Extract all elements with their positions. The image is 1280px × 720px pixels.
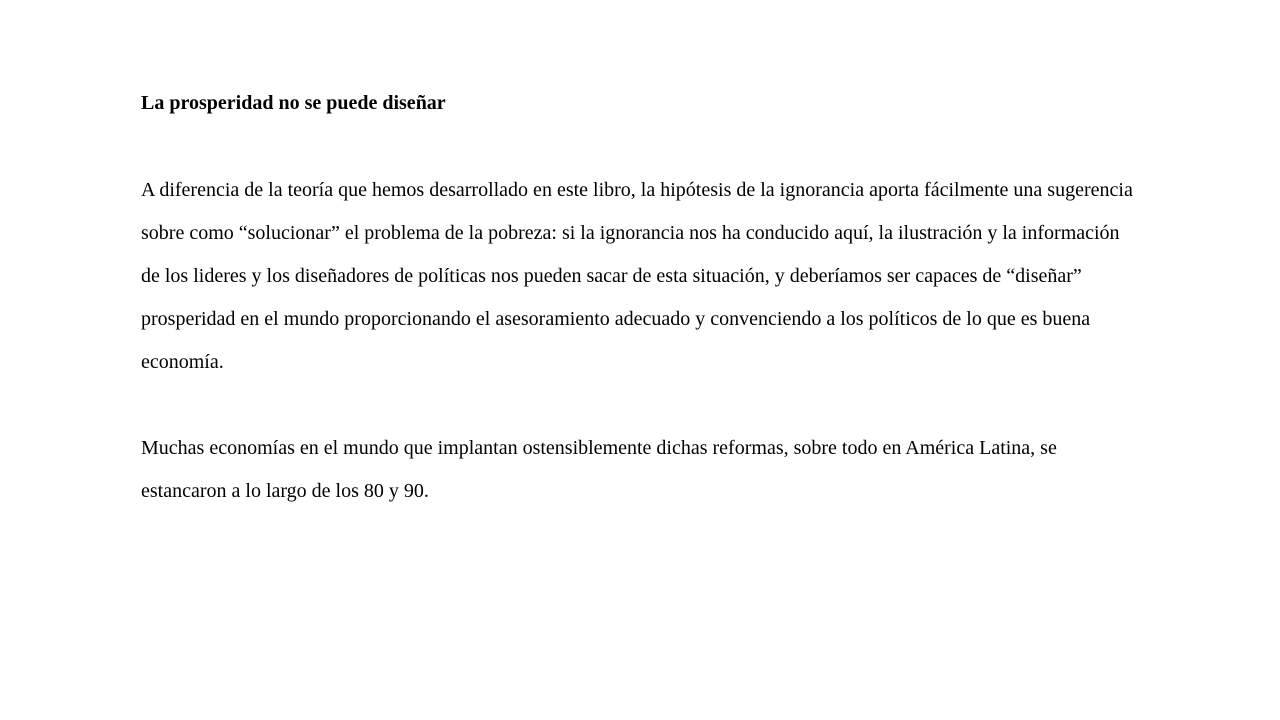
paragraph-2: Muchas economías en el mundo que implantan ostensiblemente dichas reformas, sobre todo en América Latina, se estancaron a lo largo de los 80 y 90. (141, 437, 1057, 502)
spacer (141, 384, 1141, 427)
document-page (141, 85, 1141, 513)
spacer (141, 121, 1141, 169)
paragraph-1: A diferencia de la teoría que hemos desarrollado en este libro, la hipótesis de la ignorancia aporta fácilmente una sugerencia sobre como “solucionar” el problema de la pobreza: si la ignorancia nos ha conducido aquí, la ilustración y la información de los lideres y los diseñadores de políticas nos pueden sacar de esta situación, y deberíamos ser capaces de “diseñar” prosperidad en el mundo proporcionando el asesoramiento adecuado y convenciendo a los políticos de lo que es buena economía. (141, 179, 1133, 373)
document-title: La prosperidad no se puede diseñar (141, 92, 446, 114)
